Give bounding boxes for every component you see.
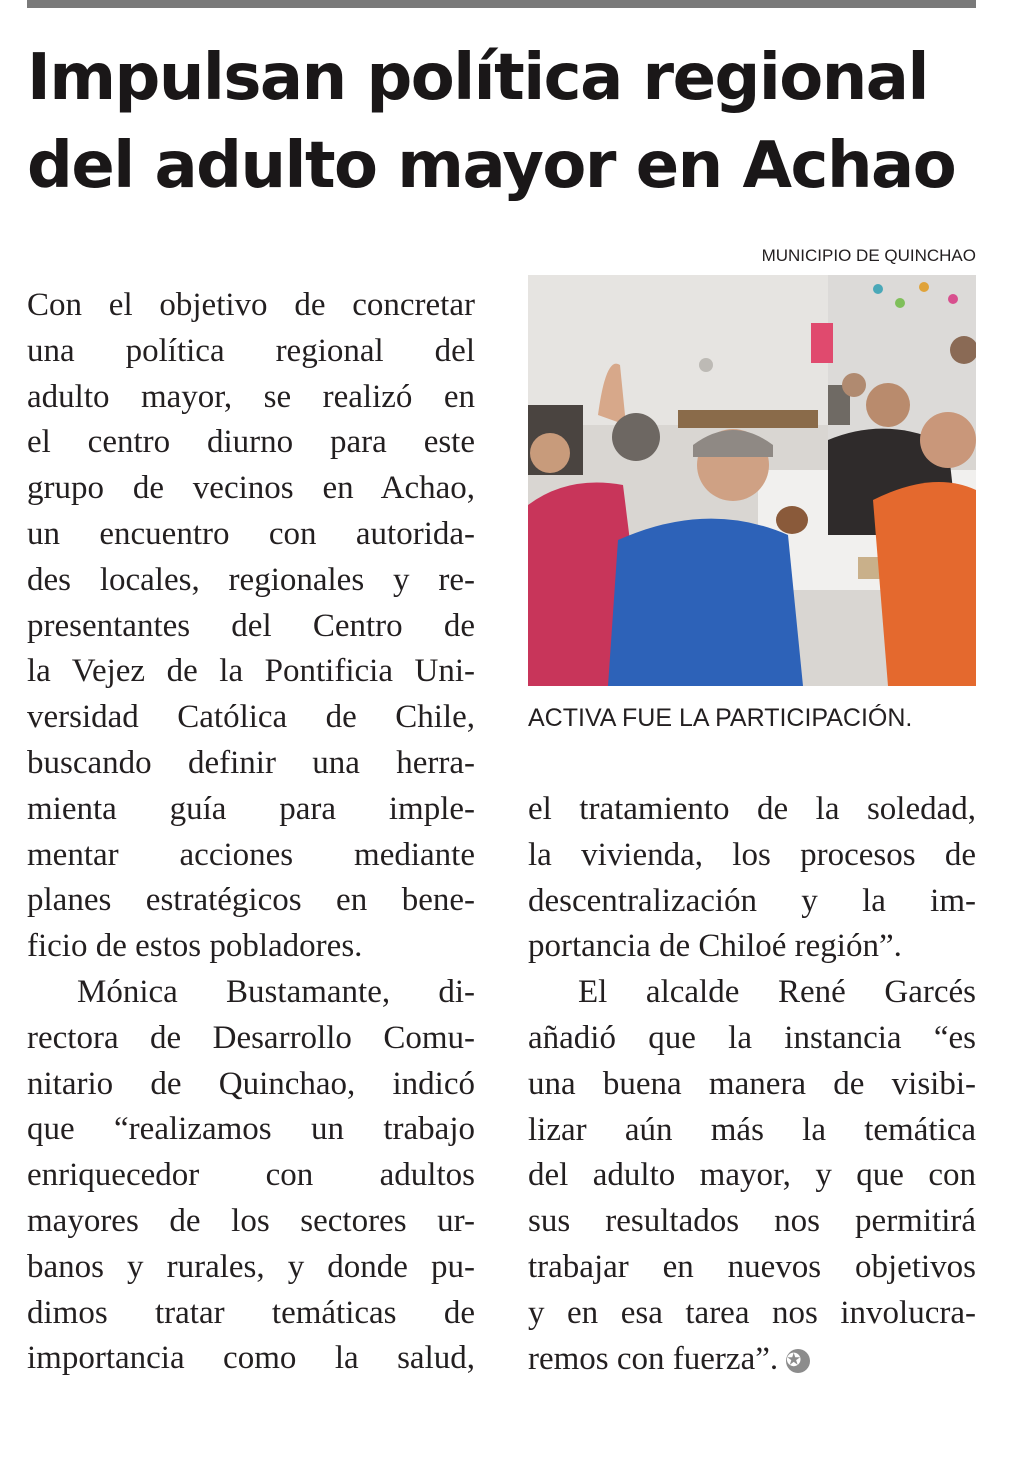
headline	[27, 34, 987, 210]
text-line: añadió que la instancia “es	[528, 1019, 976, 1056]
text-line: trabajar en nuevos objetivos	[528, 1248, 976, 1285]
headline-line-1: Impulsan política regional	[27, 41, 928, 115]
text-line: presentantes del Centro de	[27, 607, 475, 644]
text-line: ficio de estos pobladores.	[27, 928, 363, 965]
article-photo	[528, 275, 976, 686]
end-mark-icon: ✪	[786, 1349, 810, 1373]
text-line-final	[528, 1337, 976, 1383]
text-line: mienta guía para imple-	[27, 790, 475, 827]
text-line: descentralización y la im-	[528, 882, 976, 919]
final-text: remos con fuerza”.	[528, 1340, 779, 1377]
text-line: y en esa tarea nos involucra-	[528, 1294, 976, 1331]
text-line: el centro diurno para este	[27, 424, 475, 461]
text-line: des locales, regionales y re-	[27, 561, 475, 598]
headline-line-2: del adulto mayor en Achao	[27, 129, 956, 203]
text-line: enriquecedor con adultos	[27, 1157, 475, 1194]
text-line: adulto mayor, se realizó en	[27, 378, 475, 415]
text-line: importancia como la salud,	[27, 1340, 475, 1377]
text-line: un encuentro con autorida-	[27, 515, 475, 552]
text-line: lizar aún más la temática	[528, 1111, 976, 1148]
text-line: versidad Católica de Chile,	[27, 699, 475, 736]
top-rule	[27, 0, 976, 8]
body-column-right	[528, 787, 976, 1382]
text-line: el tratamiento de la soledad,	[528, 791, 976, 827]
text-line: rectora de Desarrollo Comu-	[27, 1019, 475, 1056]
text-line: una buena manera de visibi-	[528, 1065, 976, 1102]
text-line: Con el objetivo de concretar	[27, 287, 475, 323]
text-line: del adulto mayor, y que con	[528, 1157, 976, 1194]
text-line: una política regional del	[27, 332, 475, 369]
text-line: la Vejez de la Pontificia Uni-	[27, 653, 475, 690]
text-line: buscando definir una herra-	[27, 744, 475, 781]
text-line: planes estratégicos en bene-	[27, 882, 475, 919]
text-line: que “realizamos un trabajo	[27, 1111, 475, 1148]
text-line: banos y rurales, y donde pu-	[27, 1248, 475, 1285]
text-line: la vivienda, los procesos de	[528, 836, 976, 873]
text-line: sus resultados nos permitirá	[528, 1203, 976, 1240]
photo-credit: MUNICIPIO DE QUINCHAO	[761, 246, 976, 265]
text-line: dimos tratar temáticas de	[27, 1294, 475, 1331]
text-line: mentar acciones mediante	[27, 836, 475, 873]
body-column-left	[27, 283, 475, 1382]
photo-caption: ACTIVA FUE LA PARTICIPACIÓN.	[528, 704, 913, 732]
text-line: nitario de Quinchao, indicó	[27, 1065, 475, 1102]
text-line: El alcalde René Garcés	[578, 974, 976, 1011]
text-line: grupo de vecinos en Achao,	[27, 470, 475, 507]
text-line: mayores de los sectores ur-	[27, 1202, 475, 1239]
text-line: portancia de Chiloé región”.	[528, 928, 902, 965]
text-line: Mónica Bustamante, di-	[77, 973, 475, 1010]
